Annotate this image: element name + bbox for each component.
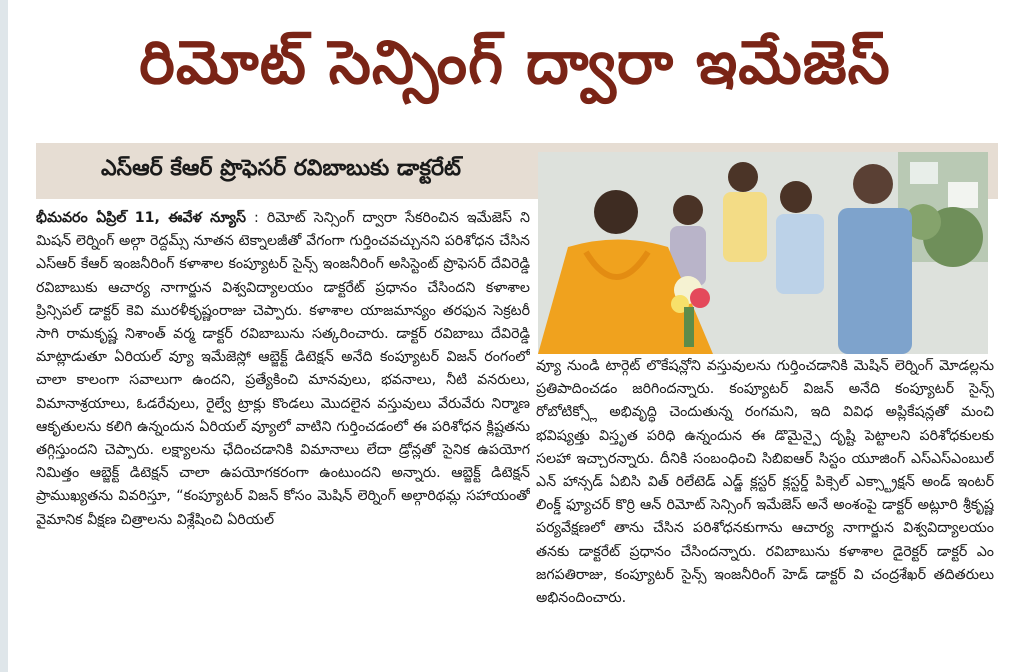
body-text-left: : రిమోట్ సెన్సింగ్ ద్వారా సేకరించిన ఇమేజెస్ ని మిషన్ లెర్నింగ్ అల్గా రెద్దమ్స్ నూతన టెక్నాలజీతో వేగంగా గుర్తించవచ్చునని పరిశోధన చేసిన ఎస్ఆర్ కేఆర్ ఇంజనీరింగ్ కళాశాల కంప్యూటర్ సైన్స్ ఇంజనీరింగ్ అసిస్టెంట్ ప్రొఫెసర్ దేవిరెడ్డి రవిబాబుకు ఆచార్య నాగార్జున విశ్వవిద్యాలయం డాక్టరేట్ ప్రధానం చేసిందని కళాశాల ప్రిన్సిపల్ డాక్టర్ కెవి మురళీకృష్ణంరాజు చెప్పారు. కళాశాల యాజమాన్యం తరఫున సెక్రటరీ సాగి రామకృష్ణ నిశాంత్ వర్మ డాక్టర్ రవిబాబును సత్కరించారు. డాక్టర్ రవిబాబు దేవిరెడ్డి మాట్లాడుతూ ఏరియల్ వ్యూ ఇమేజెస్లో ఆబ్జెక్ట్ డిటెక్షన్ అనేది కంప్యూటర్ విజన్ రంగంలో చాలా కాలంగా సవాలుగా ఉందని, ప్రత్యేకించి మానవులు, భవనాలు, నీటి వనరులు, విమానాశ్రయాలు, ఓడరేవులు, రైల్వే ట్రాక్లు కొండలు మొదలైన వస్తువులు వేరువేరు నిర్మాణ ఆకృతులను కలిగి ఉన్నందున ఏరియల్ వ్యూలో వాటిని గుర్తించడంలో ఈ పరిశోధన క్లిష్టతను తగ్గిస్తుందని చెప్పారు. లక్ష్యాలను ఛేదించడానికి విమానాలు లేదా డ్రోన్లతో సైనిక ఉపయోగ నిమిత్తం ఆబ్జెక్ట్ డిటెక్షన్ చాలా ఉపయోగకరంగా ఉంటుందని అన్నారు. ఆబ్జెక్ట్ డిటెక్షన్ ప్రాముఖ్యతను వివరిస్తూ, “కంప్యూటర్ విజన్ కోసం మెషిన్ లెర్నింగ్ అల్గారిథమ్ల సహాయంతో వైమానిక వీక్షణ చిత్రాలను విశ్లేషించి ఏరియల్	[36, 210, 530, 528]
photo-illustration	[538, 152, 988, 354]
subheadline: ఎస్ఆర్ కేఆర్ ప్రొఫెసర్ రవిబాబుకు డాక్టరేట్	[101, 156, 461, 181]
body-text-right: వ్యూ నుండి టార్గెట్ లొకేషన్లోని వస్తువులను గుర్తించడానికి మెషిన్ లెర్నింగ్ మోడల్లను ప్రతిపాదించడం జరిగిందన్నారు. కంప్యూటర్ విజన్ అనేది కంప్యూటర్ సైన్స్ రోబోటిక్స్లో అభివృద్ధి చెందుతున్న రంగమని, ఇది వివిధ అప్లికేషన్లతో మంచి భవిష్యత్తు విస్తృత పరిధి ఉన్నందున ఈ డొమైన్పై దృష్టి పెట్టాలని పరిశోధకులకు సలహా ఇచ్చారన్నారు. దీనికి సంబంధించి సిబిఐఆర్ సిస్టం యూజింగ్ ఎస్ఎస్ఎంబుల్ ఎన్ హాన్సడ్ ఏబిసి విత్ రిలేటెడ్ ఎడ్జ్ క్లస్టర్ క్లస్టర్డ్ పిక్సెల్ ఎక్స్ట్రాక్షన్ అండ్ ఇంటర్ లింక్డ్ ఫ్యూచర్ కొర్రి ఆన్ రిమోట్ సెన్సింగ్ ఇమేజెస్ అనే అంశంపై డాక్టర్ అట్లూరి శ్రీకృష్ణ పర్యవేక్షణలో తాను చేసిన పరిశోధనకుగాను ఆచార్య నాగార్జున విశ్వవిద్యాలయం తనకు డాక్టరేట్ ప్రధానం చేసిందన్నారు. రవిబాబును కళాశాల డైరెక్టర్ డాక్టర్ ఎం జగపతిరాజు, కంప్యూటర్ సైన్స్ ఇంజనీరింగ్ హెడ్ డాక్టర్ వి చంద్రశేఖర్ తదితరులు అభినందించారు.	[536, 358, 994, 607]
felicitation-photo	[538, 152, 988, 354]
article-body-left	[36, 207, 530, 667]
dateline: భీమవరం ఏప్రిల్ 11, ఈవేళ న్యూస్	[36, 210, 247, 226]
headline: రిమోట్ సెన్సింగ్ ద్వారా ఇమేజెస్	[139, 28, 891, 98]
article-body-right	[536, 355, 994, 667]
page-edge-strip	[0, 0, 8, 672]
